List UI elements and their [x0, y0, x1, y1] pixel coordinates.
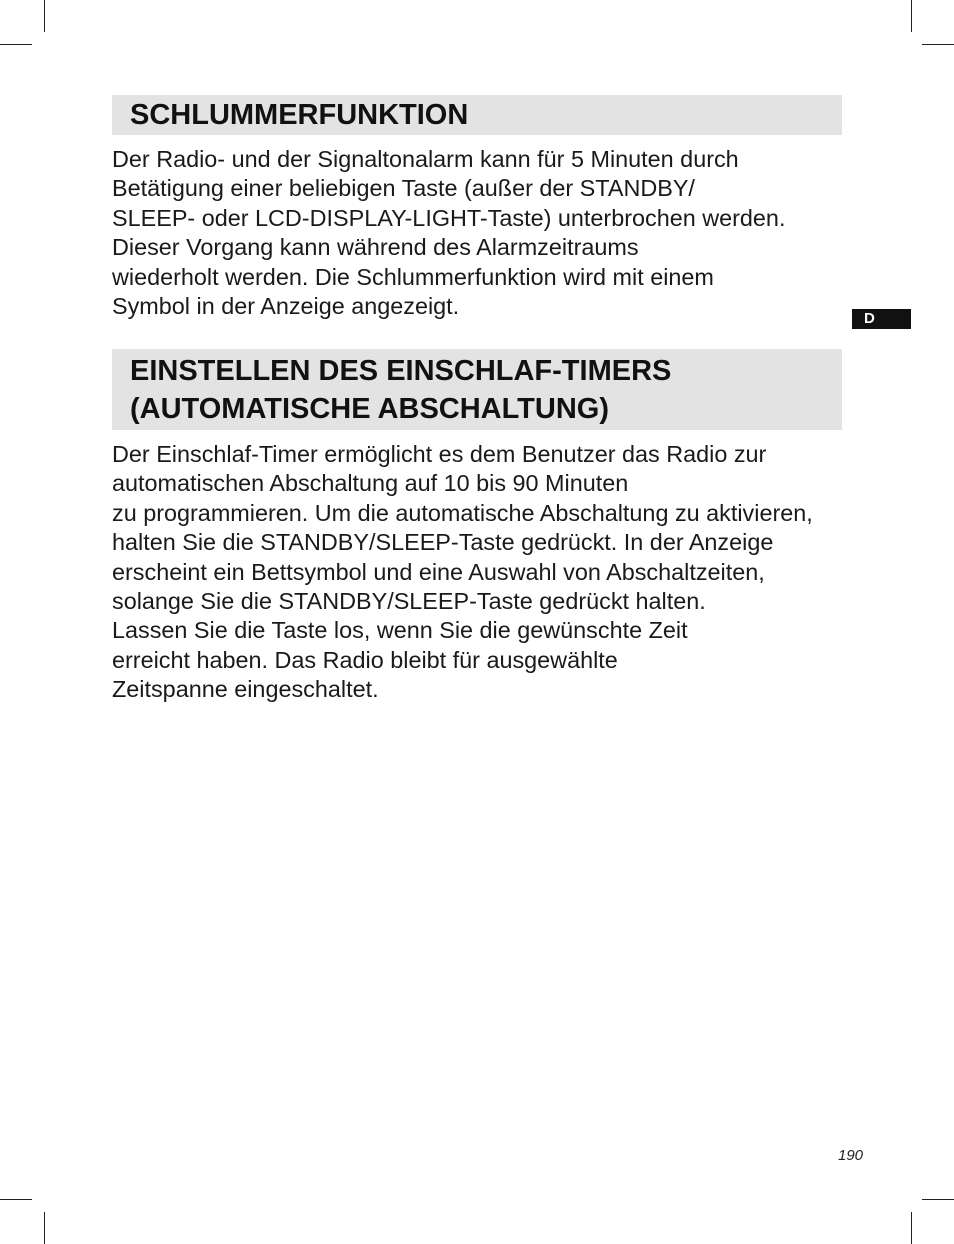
- body-line: automatischen Abschaltung auf 10 bis 90 Minuten: [112, 470, 629, 497]
- body-line: Betätigung einer beliebigen Taste (außer der STANDBY/: [112, 175, 695, 202]
- page-number: 190: [838, 1147, 864, 1164]
- crop-mark-top-left-vertical: [44, 0, 45, 32]
- body-line: Dieser Vorgang kann während des Alarmzeitraums: [112, 234, 639, 261]
- body-line: wiederholt werden. Die Schlummerfunktion wird mit einem: [112, 263, 714, 290]
- section-heading-einschlaf-timer: [112, 349, 842, 430]
- section-body-schlummerfunktion: [112, 145, 872, 321]
- crop-mark-bottom-left-horizontal: [0, 1199, 32, 1200]
- body-line: solange Sie die STANDBY/SLEEP-Taste gedrückt halten.: [112, 588, 706, 615]
- heading-line: SCHLUMMERFUNKTION: [130, 99, 469, 131]
- body-line: SLEEP- oder LCD-DISPLAY-LIGHT-Taste) unterbrochen werden.: [112, 204, 786, 231]
- heading-line: (AUTOMATISCHE ABSCHALTUNG): [130, 393, 609, 425]
- crop-mark-top-right-horizontal: [922, 44, 954, 45]
- crop-mark-bottom-left-vertical: [44, 1212, 45, 1244]
- body-line: Symbol in der Anzeige angezeigt.: [112, 293, 460, 320]
- body-line: erreicht haben. Das Radio bleibt für ausgewählte: [112, 646, 618, 673]
- body-line: Der Einschlaf-Timer ermöglicht es dem Benutzer das Radio zur: [112, 441, 767, 467]
- body-line: erscheint ein Bettsymbol und eine Auswahl von Abschaltzeiten,: [112, 558, 765, 585]
- body-line: zu programmieren. Um die automatische Abschaltung zu aktivieren,: [112, 499, 813, 526]
- body-line: Lassen Sie die Taste los, wenn Sie die gewünschte Zeit: [112, 617, 688, 644]
- crop-mark-top-left-horizontal: [0, 44, 32, 45]
- crop-mark-bottom-right-horizontal: [922, 1199, 954, 1200]
- crop-mark-bottom-right-vertical: [911, 1212, 912, 1244]
- body-line: Der Radio- und der Signaltonalarm kann für 5 Minuten durch: [112, 146, 739, 172]
- heading-line: EINSTELLEN DES EINSCHLAF-TIMERS: [130, 355, 672, 387]
- language-tab: D: [852, 309, 911, 329]
- section-body-einschlaf-timer: [112, 440, 872, 705]
- section-heading-schlummerfunktion: [112, 95, 842, 135]
- body-line: halten Sie die STANDBY/SLEEP-Taste gedrückt. In der Anzeige: [112, 529, 774, 556]
- body-line: Zeitspanne eingeschaltet.: [112, 676, 379, 703]
- crop-mark-top-right-vertical: [911, 0, 912, 32]
